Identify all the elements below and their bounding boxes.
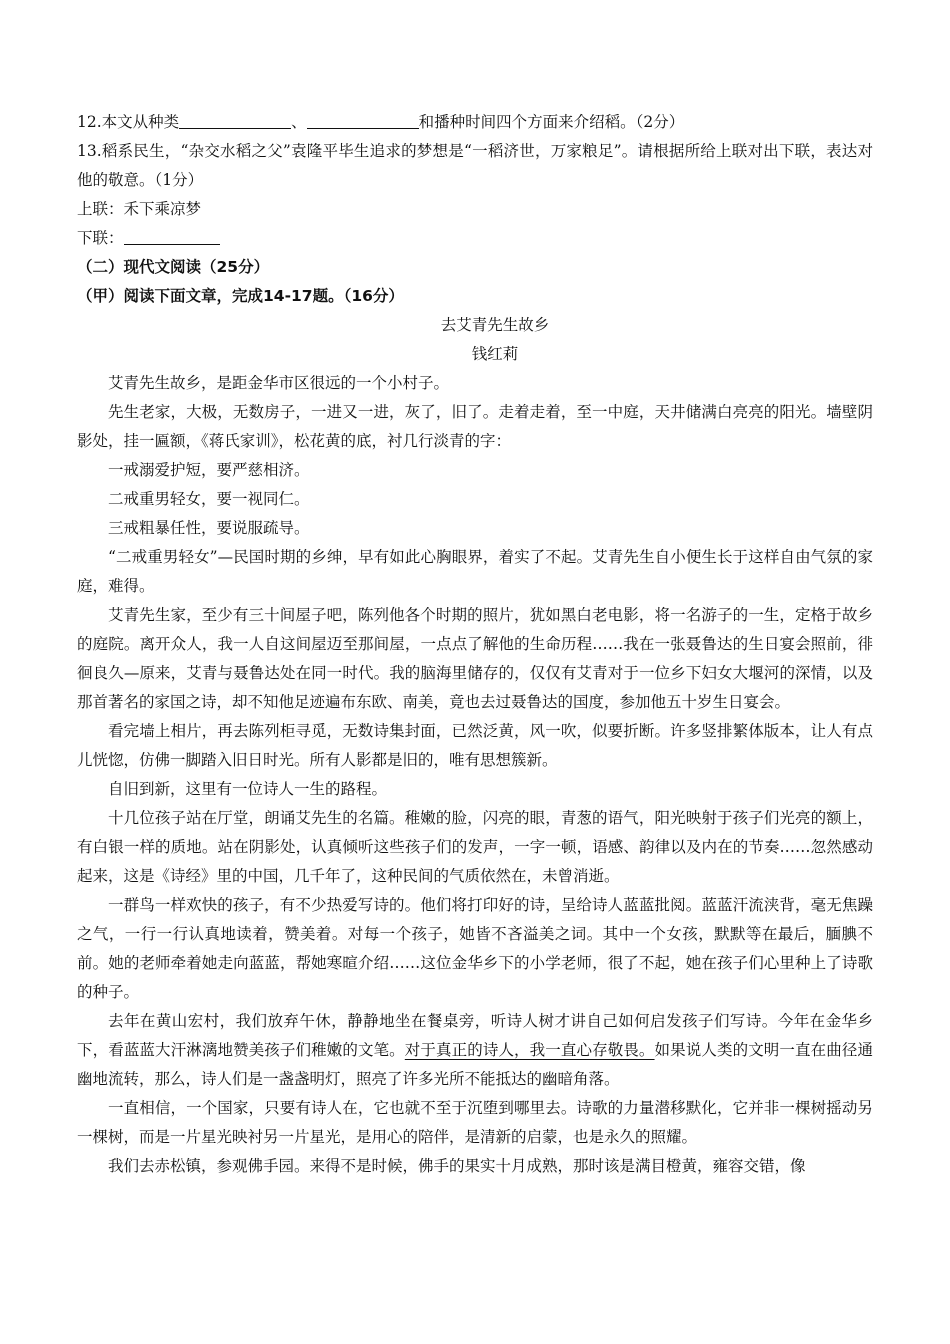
paragraph: 十几位孩子站在厅堂，朗诵艾先生的名篇。稚嫩的脸，闪亮的眼，青葱的语气，阳光映射于孩子们光亮的额上，有白银一样的质地。站在阴影处，认真倾听这些孩子们的发声，一字一顿，语感、韵律以及内在的节奏……忽然感动起来，这是《诗经》里的中国，几千年了，这种民间的气质依然在，未曾消逝。 [77,809,873,885]
paragraph: 一直相信，一个国家，只要有诗人在，它也就不至于沉堕到哪里去。诗歌的力量潜移默化，它并非一棵树摇动另一棵树，而是一片星光映衬另一片星光，是用心的陪伴，是清新的启蒙，也是永久的照耀。 [77,1099,873,1146]
q12-separator: 、 [291,113,307,131]
q12-text-end: 和播种时间四个方面来介绍稻。（2分） [418,113,685,131]
paragraph: 我们去赤松镇，参观佛手园。来得不是时候，佛手的果实十月成熟，那时该是满目橙黄，雍容交错，像 [108,1157,806,1175]
q12-text: 12.本文从种类 [77,113,180,131]
paragraph: 先生老家，大极，无数房子，一进又一进，灰了，旧了。走着走着，至一中庭，天井储满白亮亮的阳光。墙壁阴影处，挂一匾额，《蒋氏家训》，松花黄的底，衬几行淡青的字： [77,403,873,450]
paragraph: 看完墙上相片，再去陈列柜寻觅，无数诗集封面，已然泛黄，风一吹，似要折断。许多竖排繁体版本，让人有点儿恍惚，仿佛一脚踏入旧日时光。所有人影都是旧的，唯有思想簇新。 [77,722,873,769]
paragraph-text: 去年在黄山宏村，我们放弃午休，静静地坐在餐桌旁，听诗人树才讲自己如何启发孩子们写诗。今年在金华乡下，看蓝蓝大汗淋漓地赞美孩子们稚嫩的文笔。 [77,1012,873,1059]
paragraph: “二戒重男轻女”—民国时期的乡绅，早有如此心胸眼界，着实了不起。艾青先生自小便生长于这样自由气氛的家庭，难得。 [77,548,873,595]
exam-page [77,108,873,1181]
answer-blank[interactable] [307,110,419,129]
lower-couplet-label: 下联： [77,229,124,247]
paragraph: 二戒重男轻女，要一视同仁。 [108,490,310,508]
paragraph: 艾青先生故乡，是距金华市区很远的一个小村子。 [108,374,450,392]
subsection-heading: （甲）阅读下面文章，完成14-17题。（16分） [77,287,404,305]
question-13: 13.稻系民生，“杂交水稻之父”袁隆平毕生追求的梦想是“一稻济世，万家粮足”。请根据所给上联对出下联，表达对他的敬意。（1分） [77,142,873,189]
question-12 [77,108,873,137]
article-author: 钱红莉 [471,345,519,363]
section-heading: （二）现代文阅读（25分） [77,258,270,276]
underlined-sentence: 对于真正的诗人，我一直心存敬畏。 [404,1041,655,1059]
upper-couplet: 上联：禾下乘凉梦 [77,200,202,218]
answer-blank[interactable] [179,110,291,129]
paragraph-text: 如果说人类的文明一直在曲径通幽地流转，那么，诗人们是一盏盏明灯，照亮了许多光所不能抵达的幽暗角落。 [77,1041,873,1088]
paragraph: 自旧到新，这里有一位诗人一生的路程。 [108,780,388,798]
paragraph: 一戒溺爱护短，要严慈相济。 [108,461,310,479]
paragraph: 三戒粗暴任性，要说服疏导。 [108,519,310,537]
answer-blank[interactable] [124,226,220,245]
lower-couplet [77,224,873,253]
paragraph [77,1007,873,1094]
paragraph: 艾青先生家，至少有三十间屋子吧，陈列他各个时期的照片，犹如黑白老电影，将一名游子的一生，定格于故乡的庭院。离开众人，我一人自这间屋迈至那间屋，一点点了解他的生命历程……我在一张聂鲁达的生日宴会照前，徘徊良久—原来，艾青与聂鲁达处在同一时代。我的脑海里储存的，仅仅有艾青对于一位乡下妇女大堰河的深情，以及那首著名的家国之诗，却不知他足迹遍布东欧、南美，竟也去过聂鲁达的国度，参加他五十岁生日宴会。 [77,606,873,711]
article-title: 去艾青先生故乡 [440,316,550,334]
paragraph: 一群鸟一样欢快的孩子，有不少热爱写诗的。他们将打印好的诗，呈给诗人蓝蓝批阅。蓝蓝汗流浃背，毫无焦躁之气，一行一行认真地读着，赞美着。对每一个孩子，她皆不吝溢美之词。其中一个女孩，默默等在最后，腼腆不前。她的老师牵着她走向蓝蓝，帮她寒暄介绍……这位金华乡下的小学老师，很了不起，她在孩子们心里种上了诗歌的种子。 [77,896,873,1001]
